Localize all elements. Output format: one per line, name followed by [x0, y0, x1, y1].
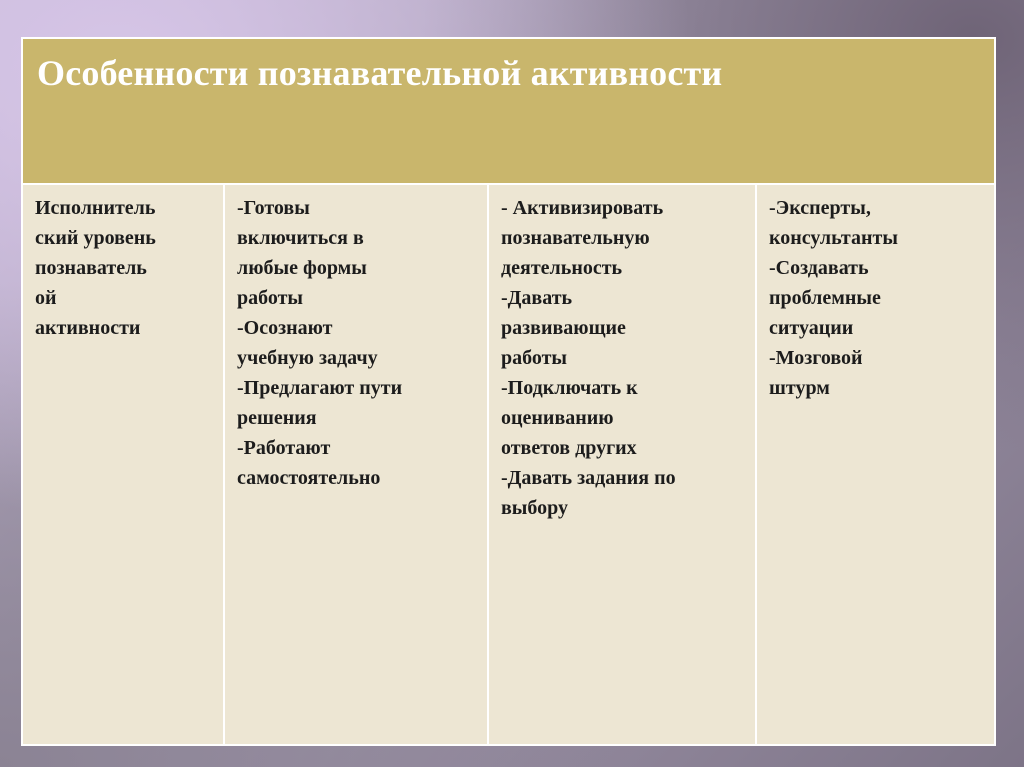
cell-line: любые формы — [237, 257, 367, 279]
cell-line: -Мозговой — [769, 347, 863, 369]
cell-line: решения — [237, 407, 317, 429]
cell-line: работы — [237, 287, 304, 309]
cell-line: Исполнитель — [35, 197, 156, 219]
cell-line: выбору — [501, 497, 569, 519]
table-cell-roles — [757, 185, 994, 744]
cell-line: -Создавать — [769, 257, 869, 279]
cell-line: познавательную — [501, 227, 650, 249]
cell-line: -Давать задания по — [501, 467, 676, 489]
cell-line: -Готовы — [237, 197, 310, 219]
table-cell-teacher-actions — [489, 185, 757, 744]
cell-line: учебную задачу — [237, 347, 378, 369]
cell-line: познаватель — [35, 257, 147, 279]
cell-line: -Осознают — [237, 317, 333, 339]
cell-line: проблемные — [769, 287, 881, 309]
cell-line: оцениванию — [501, 407, 614, 429]
cell-line: включиться в — [237, 227, 364, 249]
cell-line: развивающие — [501, 317, 626, 339]
cell-line: -Работают — [237, 437, 331, 459]
cell-line: ответов других — [501, 437, 637, 459]
table-header-row — [23, 39, 994, 185]
cell-line: -Эксперты, — [769, 197, 871, 219]
cell-line: ой — [35, 287, 57, 309]
cell-line: активности — [35, 317, 141, 339]
cell-line: деятельность — [501, 257, 623, 279]
cell-line: ский уровень — [35, 227, 156, 249]
slide-title: Особенности познавательной активности — [37, 53, 723, 93]
features-table — [21, 37, 996, 746]
cell-line: консультанты — [769, 227, 898, 249]
cell-line: -Подключать к — [501, 377, 638, 399]
table-body-row — [23, 185, 994, 744]
table-cell-level — [23, 185, 225, 744]
cell-line: работы — [501, 347, 568, 369]
table-cell-student-actions — [225, 185, 489, 744]
cell-line: ситуации — [769, 317, 854, 339]
cell-line: штурм — [769, 377, 830, 399]
cell-line: самостоятельно — [237, 467, 381, 489]
cell-line: -Давать — [501, 287, 573, 309]
cell-line: - Активизировать — [501, 197, 664, 219]
cell-line: -Предлагают пути — [237, 377, 403, 399]
